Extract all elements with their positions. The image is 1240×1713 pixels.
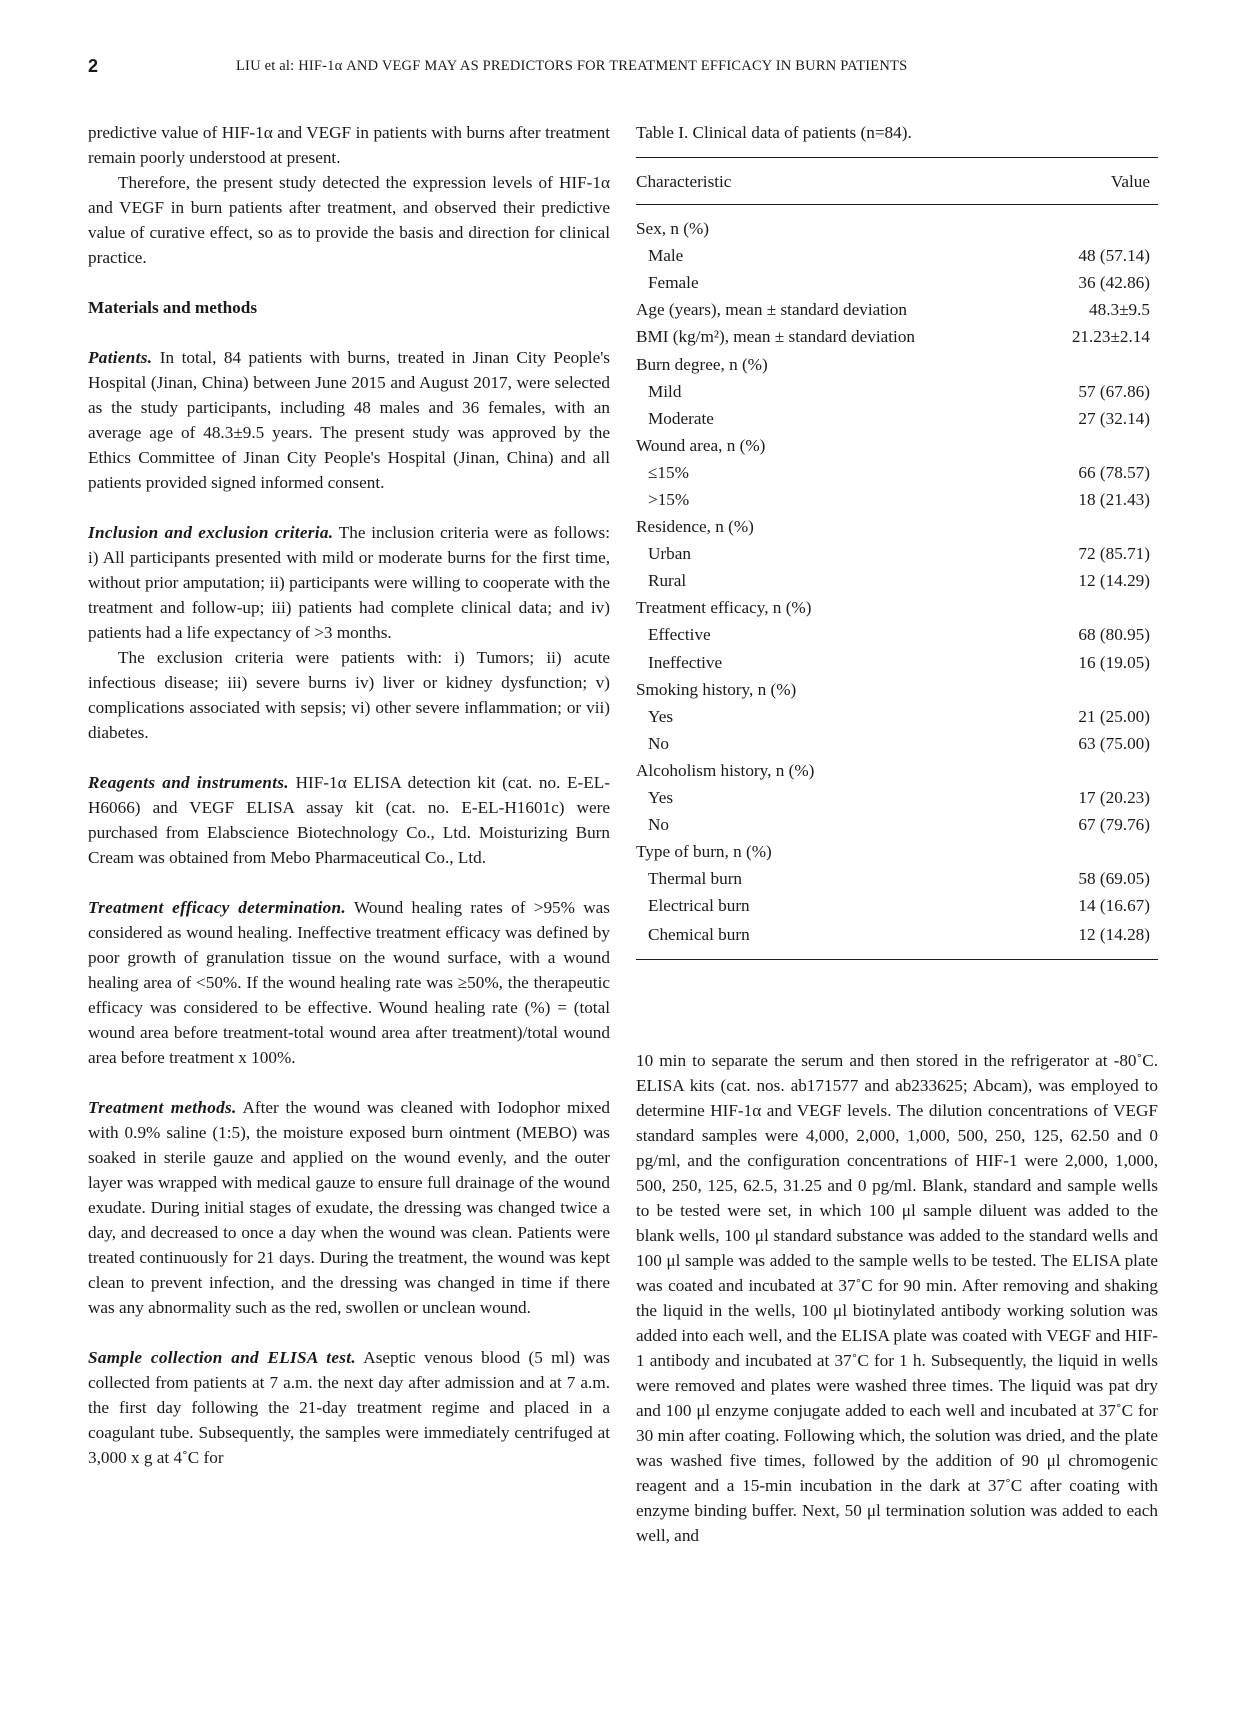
row-label: Chemical burn: [636, 919, 1035, 960]
table-row: [636, 540, 1158, 567]
row-value: [1035, 676, 1158, 703]
row-value: 68 (80.95): [1078, 625, 1150, 645]
row-label: Wound area, n (%): [636, 435, 766, 455]
run-in-heading: Sample collection and ELISA test.: [88, 1348, 356, 1367]
table-row: [636, 594, 1158, 621]
column-header-value: Value: [1035, 158, 1158, 205]
row-label: Type of burn, n (%): [636, 842, 772, 862]
table-row: [636, 242, 1158, 269]
row-label: BMI (kg/m²), mean ± standard deviation: [636, 327, 916, 347]
row-value: 21.23±2.14: [1071, 327, 1150, 347]
row-label: Rural: [648, 571, 687, 591]
row-value: 48.3±9.5: [1089, 300, 1150, 320]
row-value: 17 (20.23): [1078, 788, 1150, 808]
row-label: Alcoholism history, n (%): [636, 760, 815, 780]
left-column: [88, 120, 610, 1470]
row-label: ≤15%: [648, 462, 689, 482]
row-value: [1035, 350, 1158, 377]
row-value: 66 (78.57): [1078, 462, 1150, 482]
right-column: [636, 1048, 1158, 1548]
row-value: 67 (79.76): [1078, 815, 1150, 835]
row-value: 21 (25.00): [1078, 706, 1150, 726]
section-heading: Materials and methods: [88, 298, 258, 317]
table-row: [636, 865, 1158, 892]
paragraph-text: Wound healing rates of >95% was considered as wound healing. Ineffective treatment efficacy was defined by poor growth of granulation tissue on the wound surface, with a wound healing area of <50%. If the wound healing rate was ≥50%, the therapeutic efficacy was considered to be effective. Wound healing rate (%) = (total wound area before treatment-total wound area after treatment)/total wound area before treatment x 100%.: [88, 898, 610, 1067]
table-row: [636, 784, 1158, 811]
paragraph: Therefore, the present study detected the expression levels of HIF-1α and VEGF in burn patients after treatment, and observed their predictive value of curative effect, so as to provide the basis and direction for clinical practice.: [88, 173, 610, 267]
row-value: [1035, 757, 1158, 784]
table-row: [636, 838, 1158, 865]
row-label: Smoking history, n (%): [636, 679, 797, 699]
row-label: Yes: [648, 706, 674, 726]
table-row: [636, 296, 1158, 323]
row-label: Electrical burn: [648, 896, 750, 916]
row-value: 36 (42.86): [1078, 273, 1150, 293]
paragraph: 10 min to separate the serum and then stored in the refrigerator at -80˚C. ELISA kits (cat. nos. ab171577 and ab233625; Abcam), was employed to determine HIF-1α and VEGF levels. The dilution concentrations of VEGF standard samples were 4,000, 2,000, 1,000, 500, 250, 125, 62.50 and 0 pg/ml, and the configuration concentrations of HIF-1 were 2,000, 1,000, 500, 250, 125, 62.5, 31.25 and 0 pg/ml. Blank, standard and sample wells to be tested were set, in which 100 μl sample diluent was added to the blank wells, 100 μl standard substance was added to the standard wells and 100 μl sample was added to the sample wells to be tested. The ELISA plate was coated and incubated at 37˚C for 90 min. After removing and shaking the liquid in the wells, 100 μl biotinylated antibody working solution was added into each well, and the ELISA plate was coated with VEGF and HIF-1 antibody and incubated at 37˚C for 1 h. Subsequently, the liquid in wells were removed and plates were washed three times. The liquid was pat dry and 100 μl enzyme conjugate added to each well and incubated at 37˚C for 30 min after coating. Following which, the solution was dried, and the plate was washed five times, followed by the addition of 90 μl chromogenic reagent and a 15-min incubation in the dark at 37˚C after coating with enzyme binding buffer. Next, 50 μl termination solution was added to each well, and: [636, 1051, 1158, 1545]
row-value: 48 (57.14): [1078, 246, 1150, 266]
table-row: [636, 676, 1158, 703]
row-label: Mild: [648, 381, 682, 401]
row-value: [1035, 432, 1158, 459]
paragraph-text: HIF-1α ELISA detection kit (cat. no. E-EL-H6066) and VEGF ELISA assay kit (cat. no. E-EL-H1601c) were purchased from Elabscience Biotechnology Co., Ltd. Moisturizing Burn Cream was obtained from Mebo Pharmaceutical Co., Ltd.: [88, 773, 610, 867]
row-label: No: [648, 733, 670, 753]
row-value: 16 (19.05): [1078, 652, 1150, 672]
run-in-heading: Patients.: [88, 348, 153, 367]
table-body: [636, 205, 1158, 960]
row-label: >15%: [648, 489, 690, 509]
running-title: LIU et al: HIF-1α AND VEGF MAY AS PREDICTORS FOR TREATMENT EFFICACY IN BURN PATIENTS: [236, 58, 908, 74]
row-value: 12 (14.29): [1078, 571, 1150, 591]
table-row: [636, 811, 1158, 838]
row-label: Treatment efficacy, n (%): [636, 598, 812, 618]
paragraph-text: After the wound was cleaned with Iodophor mixed with 0.9% saline (1:5), the moisture exposed burn ointment (MEBO) was soaked in sterile gauze and applied on the wound evenly, and the outer layer was wrapped with medical gauze to ensure full drainage of the wound exudate. During initial stages of exudate, the dressing was changed twice a day, and decreased to once a day when the wound was clean. Patients were treated continuously for 21 days. During the treatment, the wound was kept clean to prevent infection, and the dressing was changed in time if there was any abnormality such as the red, swollen or unclean wound.: [88, 1098, 610, 1317]
paragraph-text: In total, 84 patients with burns, treated in Jinan City People's Hospital (Jinan, China) between June 2015 and August 2017, were selected as the study participants, including 48 males and 36 females, with an average age of 48.3±9.5 years. The present study was approved by the Ethics Committee of Jinan City People's Hospital (Jinan, China) and all patients provided signed informed consent.: [88, 348, 610, 492]
paragraph-methods: [88, 1095, 610, 1320]
row-value: 12 (14.28): [1035, 919, 1158, 960]
table-row: [636, 323, 1158, 350]
row-label: Female: [648, 273, 699, 293]
table-row: [636, 269, 1158, 296]
paragraph-reagents: [88, 770, 610, 870]
table-row: [636, 730, 1158, 757]
table-row: [636, 378, 1158, 405]
row-label: Yes: [648, 788, 674, 808]
clinical-data-table: [636, 157, 1158, 960]
paragraph: predictive value of HIF-1α and VEGF in patients with burns after treatment remain poorly understood at present.: [88, 123, 610, 167]
row-value: 63 (75.00): [1078, 733, 1150, 753]
paragraph-sample: [88, 1345, 610, 1470]
table-row: [636, 486, 1158, 513]
page-number: 2: [88, 56, 99, 76]
table-row: [636, 459, 1158, 486]
paragraph-efficacy: [88, 895, 610, 1070]
row-label: No: [648, 815, 670, 835]
paragraph-text: The inclusion criteria were as follows: i) All participants presented with mild or moderate burns for the first time, without prior amputation; ii) participants were willing to cooperate with the treatment and follow-up; iii) patients had complete clinical data; and iv) patients had a life expectancy of >3 months.: [88, 523, 610, 642]
table-row: [636, 567, 1158, 594]
row-label: Ineffective: [648, 652, 723, 672]
row-value: 27 (32.14): [1078, 408, 1150, 428]
row-value: 58 (69.05): [1078, 869, 1150, 889]
table-row: [636, 757, 1158, 784]
row-value: [1035, 594, 1158, 621]
table-row: [636, 432, 1158, 459]
row-label: Effective: [648, 625, 711, 645]
table-row: [636, 405, 1158, 432]
table-row: [636, 919, 1158, 960]
running-header: [88, 56, 1152, 78]
table-row: [636, 621, 1158, 648]
row-value: 14 (16.67): [1078, 896, 1150, 916]
run-in-heading: Treatment efficacy determination.: [88, 898, 347, 917]
paragraph-patients: [88, 345, 610, 495]
column-header-characteristic: Characteristic: [636, 158, 1035, 205]
table-row: [636, 205, 1158, 243]
paragraph-inclusion: [88, 520, 610, 645]
row-label: Sex, n (%): [636, 219, 710, 239]
row-label: Thermal burn: [648, 869, 743, 889]
row-value: 72 (85.71): [1078, 544, 1150, 564]
table-row: [636, 703, 1158, 730]
row-value: 57 (67.86): [1078, 381, 1150, 401]
table-row: [636, 350, 1158, 377]
run-in-heading: Inclusion and exclusion criteria.: [88, 523, 334, 542]
table-block: [636, 120, 1158, 960]
table-row: [636, 513, 1158, 540]
row-label: Burn degree, n (%): [636, 354, 768, 374]
table-caption: Table I. Clinical data of patients (n=84).: [636, 123, 912, 142]
row-value: [1035, 513, 1158, 540]
run-in-heading: Reagents and instruments.: [88, 773, 289, 792]
row-label: Age (years), mean ± standard deviation: [636, 300, 907, 320]
row-label: Moderate: [648, 408, 714, 428]
paragraph: The exclusion criteria were patients with: i) Tumors; ii) acute infectious disease; iii) severe burns iv) liver or kidney dysfunction; v) complications associated with sepsis; vi) other severe inflammation; or vii) diabetes.: [88, 648, 610, 742]
row-label: Urban: [648, 544, 691, 564]
paragraph-text: Aseptic venous blood (5 ml) was collected from patients at 7 a.m. the next day after admission and at 7 a.m. the first day following the 21-day treatment regime and placed in a coagulant tube. Subsequently, the samples were immediately centrifuged at 3,000 x g at 4˚C for: [88, 1348, 610, 1467]
row-label: Residence, n (%): [636, 517, 754, 537]
row-label: Male: [648, 246, 684, 266]
table-row: [636, 649, 1158, 676]
row-value: [1035, 838, 1158, 865]
table-header-row: [636, 158, 1158, 205]
row-value: [1035, 205, 1158, 243]
run-in-heading: Treatment methods.: [88, 1098, 237, 1117]
row-value: 18 (21.43): [1078, 489, 1150, 509]
table-row: [636, 892, 1158, 919]
